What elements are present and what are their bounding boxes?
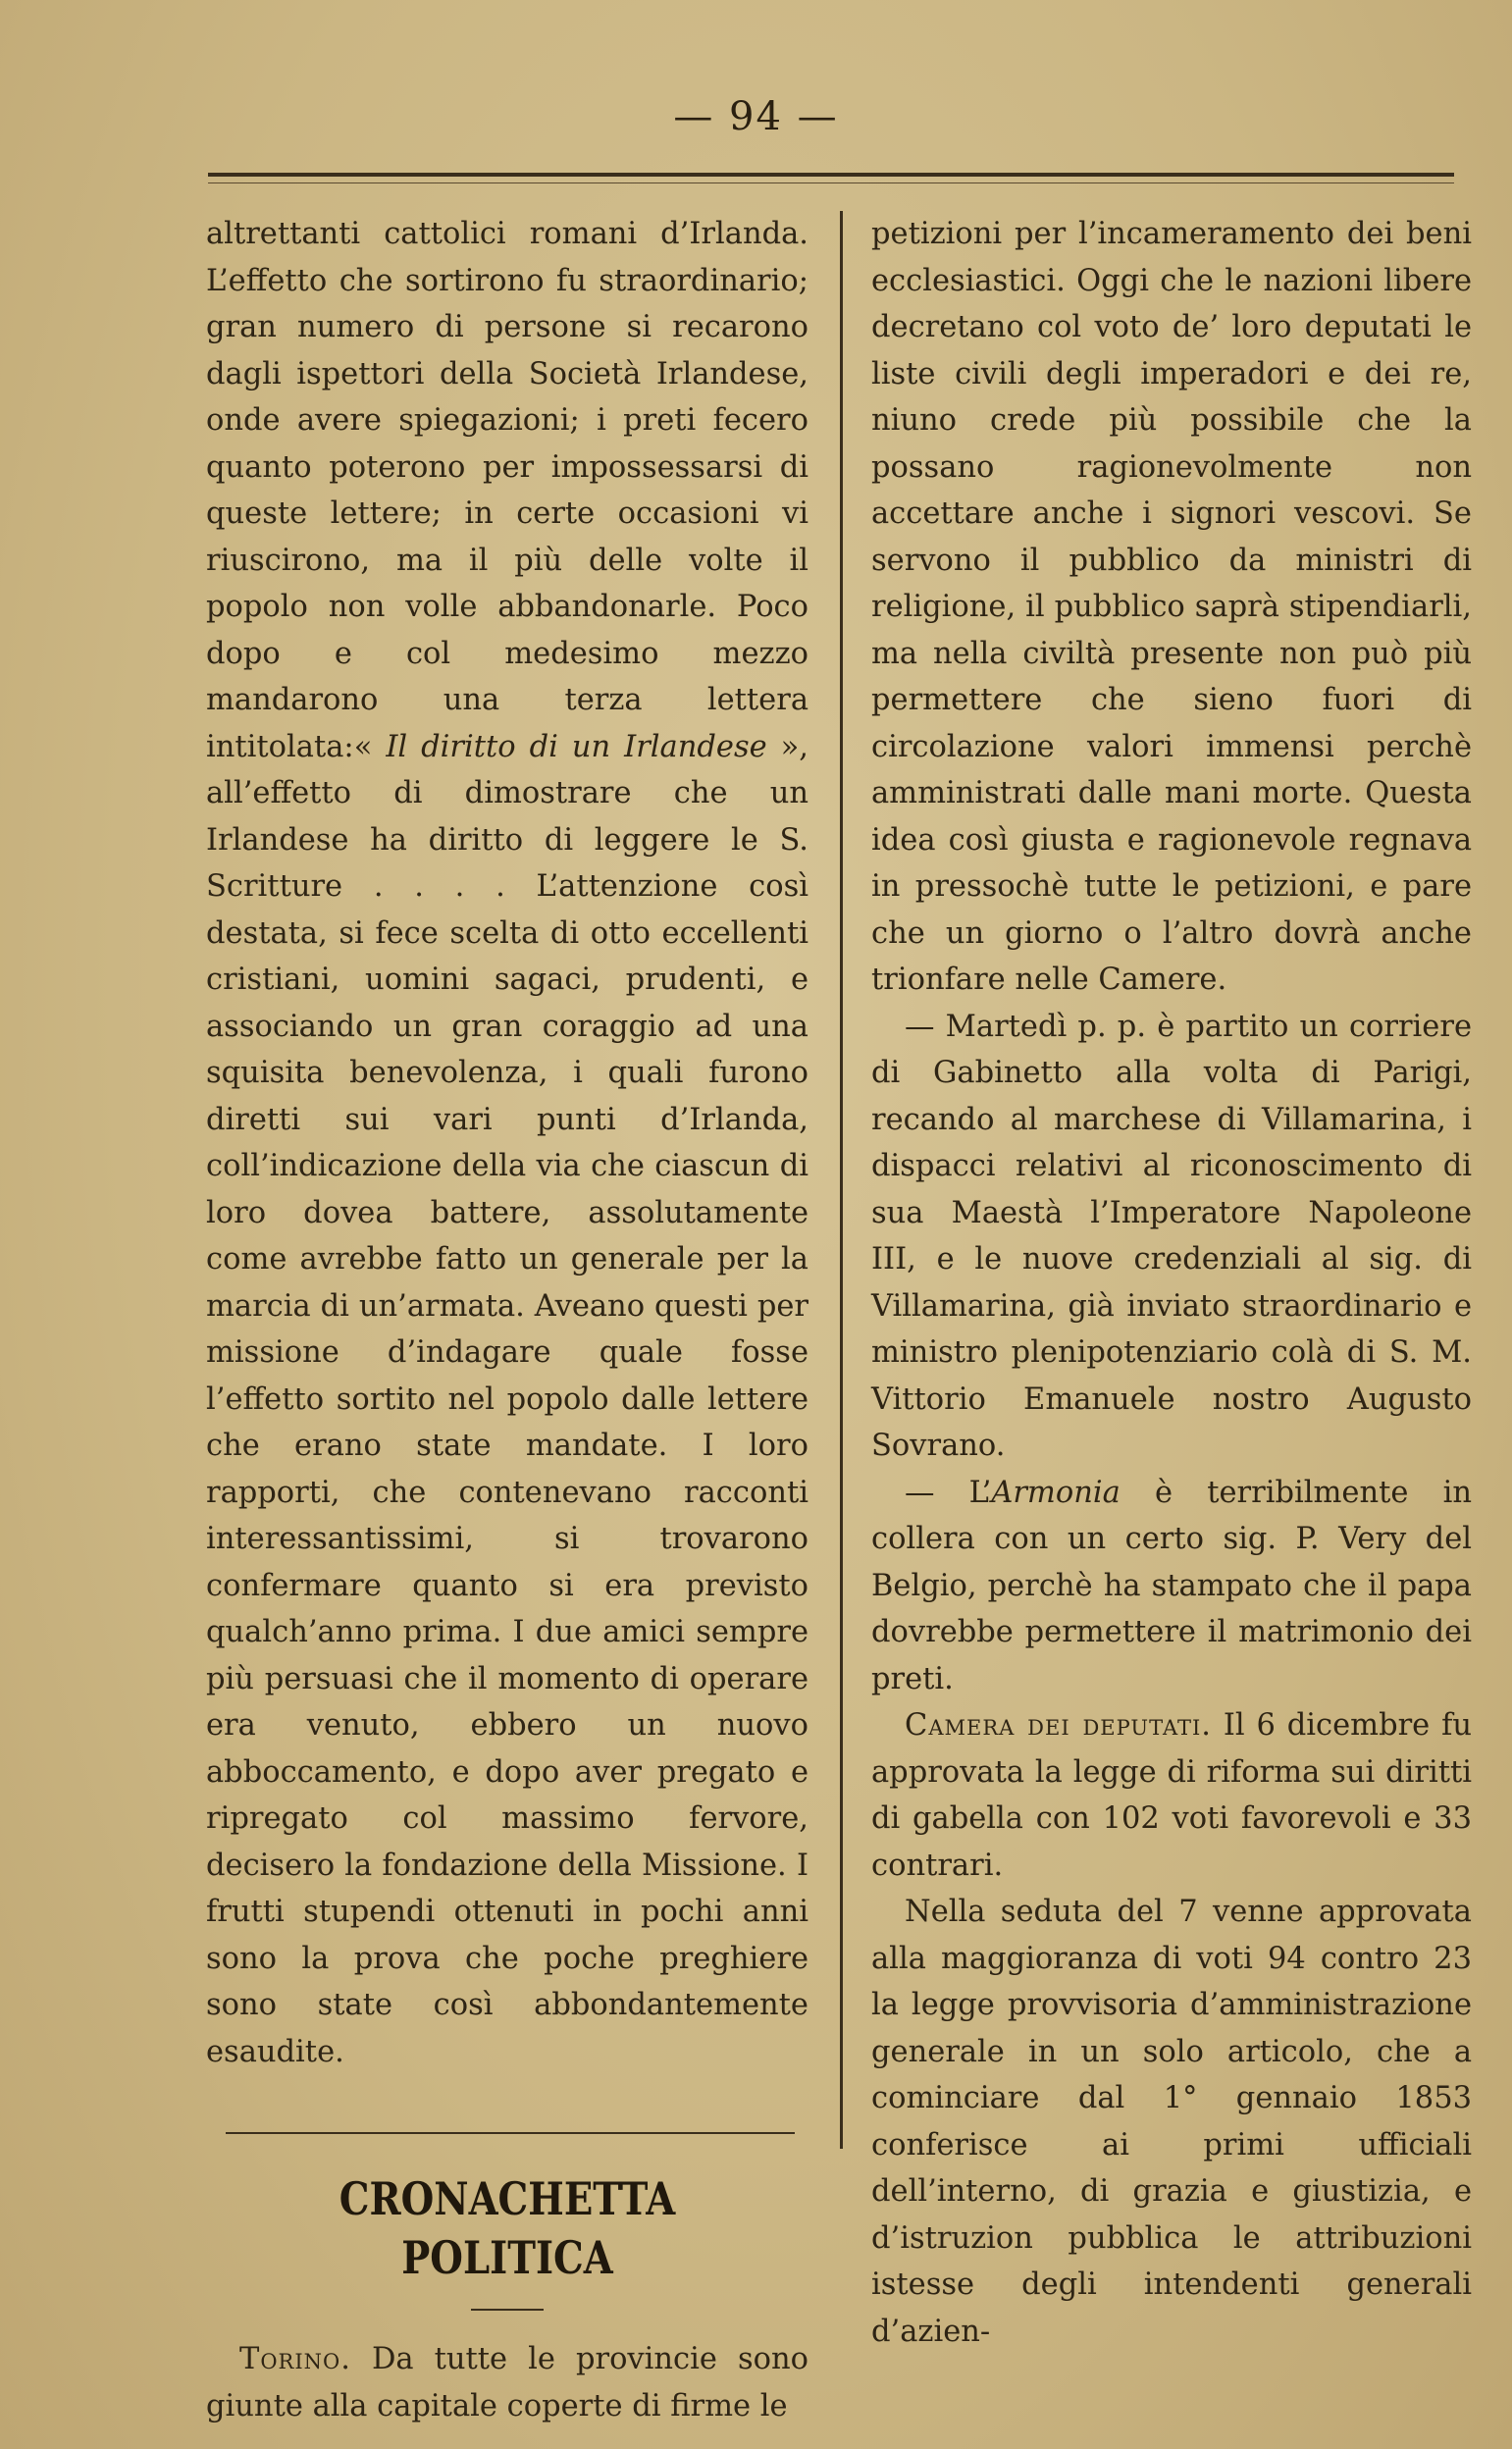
header-rule [208, 173, 1454, 177]
quote-open: « [353, 729, 387, 764]
armonia-pre: — L’ [905, 1475, 992, 1510]
right-paragraph-3 [871, 1470, 1472, 1703]
right-paragraph-5: Nella seduta del 7 venne approvata alla maggioranza di voti 94 contro 23 la legge provvisoria d’amministrazione generale in un solo articolo, che a cominciare dal 1° gennaio 1853 conferisce ai primi ufficiali dell’interno, di grazia e giustizia, e d’istruzion pubblica le attribuzioni istesse degli intendenti generali d’azien- [871, 1895, 1472, 2349]
torino-paragraph [206, 2336, 808, 2429]
left-paragraph-1-text: altrettanti cattolici romani d’Irlanda. L’effetto che sortirono fu straordinario; gran numero di persone si recarono dagli ispettori della Società Irlandese, onde avere spiegazioni; i preti fecero quanto poterono per impossessarsi di queste lettere; in certe occasioni vi riuscirono, ma il più delle volte il popolo non volle abbandonarle. Poco dopo e col medesimo mezzo mandarono una terza lettera intitolata: [206, 217, 808, 764]
camera-label: Camera dei deputati. [905, 1708, 1212, 1743]
armonia-title: Armonia [991, 1475, 1121, 1510]
right-paragraph-1: petizioni per l’incameramento dei beni ecclesiastici. Oggi che le nazioni libere decretano col voto de’ loro deputati le liste civili degli imperadori e dei re, niuno crede più possibile che la possano ragionevolmente non accettare anche i signori vescovi. Se servono il pubblico da ministri di religione, il pubblico saprà stipendiarli, ma nella civiltà presente non può più permettere che sieno fuori di circolazione valori immensi perchè amministrati dalle mani morte. Questa idea così giusta e ragionevole regnava in pressochè tutte le petizioni, e pare che un giorno o l’altro dovrà anche trionfare nelle Camere. [871, 217, 1472, 997]
section-heading: CRONACHETTA POLITICA [339, 2172, 676, 2284]
right-paragraph-2: — Martedì p. p. è partito un corriere di Gabinetto alla volta di Parigi, recando al marchese di Villamarina, i dispacci relativi al riconoscimento di sua Maestà l’Imperatore Napoleone III, e le nuove credenziali al sig. di Villamarina, già inviato straordinario e ministro plenipotenziario colà di S. M. Vittorio Emanuele nostro Augusto Sovrano. [871, 1009, 1472, 1463]
torino-label: Torino. [239, 2342, 351, 2376]
right-paragraph-4 [871, 1702, 1472, 1889]
heading-underline [471, 2309, 544, 2311]
section-divider [226, 2132, 795, 2134]
quoted-title: Il diritto di un Irlandese [386, 729, 767, 764]
left-paragraph-1 [206, 211, 808, 2075]
page-number: — 94 — [673, 94, 839, 139]
column-divider [840, 211, 843, 2149]
right-column [871, 211, 1472, 2355]
left-column [206, 211, 808, 2429]
torino-text: Da tutte le provincie sono giunte alla capitale coperte di firme le [206, 2342, 808, 2423]
header-rule-thin [208, 182, 1454, 183]
armonia-text: è terribilmente in collera con un certo sig. P. Very del Belgio, perchè ha stampato che il papa dovrebbe permettere il matrimonio dei preti. [871, 1475, 1472, 1696]
quote-close: », [766, 729, 809, 764]
camera-text: Il 6 dicembre fu approvata la legge di riforma sui diritti di gabella con 102 voti favorevoli e 33 contrari. [871, 1708, 1473, 1883]
left-paragraph-1-rest: all’effetto di dimostrare che un Irlandese ha diritto di leggere le S. Scritture . . . . L’attenzione così destata, si fece scelta di otto eccellenti cristiani, uomini sagaci, prudenti, e associando un gran coraggio ad una squisita benevolenza, i quali furono diretti sui vari punti d’Irlanda, coll’indicazione della via che ciascun di loro dovea battere, assolutamente come avrebbe fatto un generale per la marcia di un’armata. Aveano questi per missione d’indagare quale fosse l’effetto sortito nel popolo dalle lettere che erano state mandate. I loro rapporti, che contenevano racconti interessantissimi, si trovarono confermare quanto si era previsto qualch’anno prima. I due amici sempre più persuasi che il momento di operare era venuto, ebbero un nuovo abboccamento, e dopo aver pregato e ripregato col massimo fervore, decisero la fondazione della Missione. I frutti stupendi ottenuti in pochi anni sono la prova che poche preghiere sono state così abbondantemente esaudite. [206, 776, 808, 2069]
